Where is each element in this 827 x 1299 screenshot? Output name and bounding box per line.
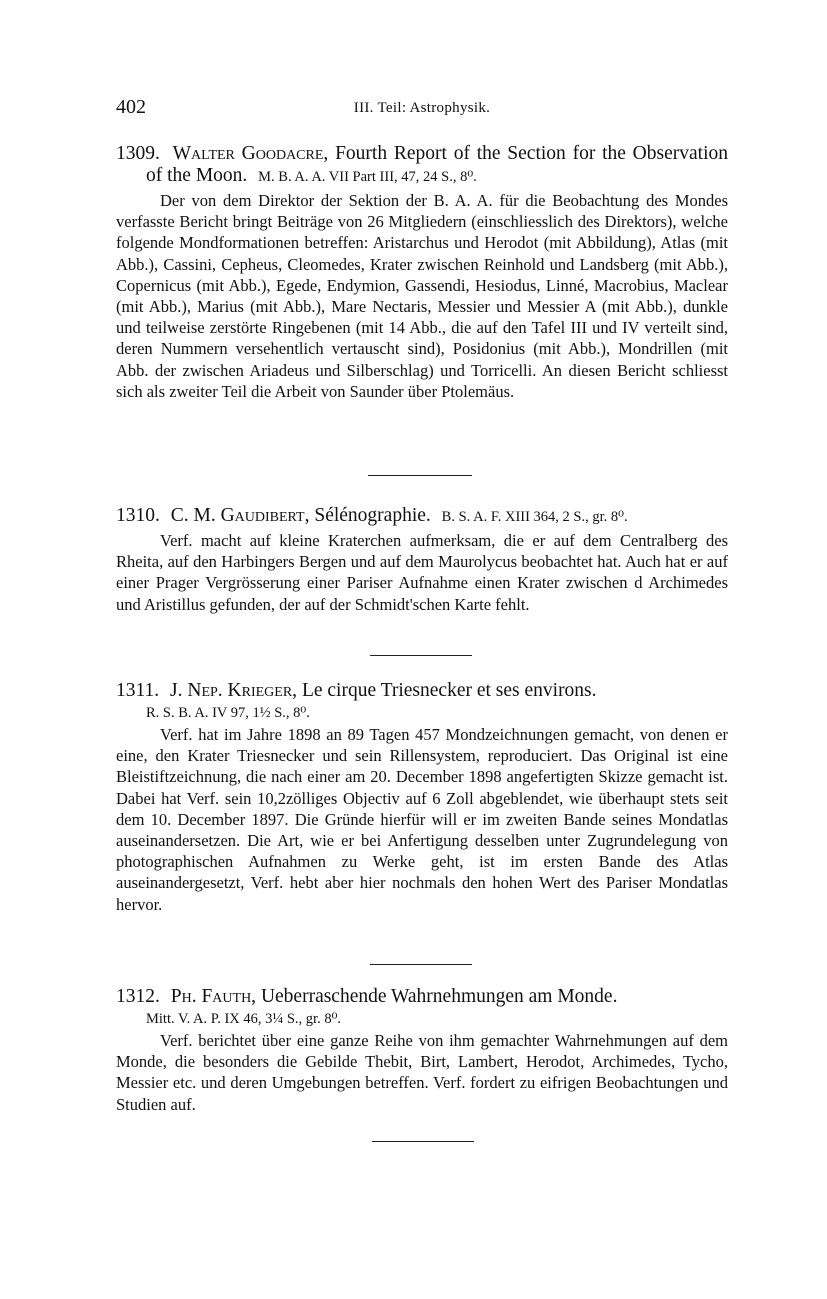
section-divider <box>368 475 472 476</box>
entry-heading <box>116 680 728 702</box>
section-divider <box>370 964 472 965</box>
entry-heading <box>116 143 728 188</box>
entry-citation: B. S. A. F. XIII 364, 2 S., gr. 8⁰. <box>441 509 628 525</box>
entry-citation: M. B. A. A. VII Part III, 47, 24 S., 8⁰. <box>258 169 477 185</box>
section-divider <box>370 655 472 656</box>
entry-author: C. M. Gaudibert, <box>170 505 310 526</box>
entry-number: 1312. <box>116 986 160 1007</box>
running-head <box>116 96 728 124</box>
entry-1311 <box>116 680 728 915</box>
entry-heading <box>116 986 728 1008</box>
entry-title: Fourth Report of the Section for the Observation of the Moon. <box>146 143 728 186</box>
page-number: 402 <box>116 96 146 118</box>
entry-author: J. Nep. Krieger, <box>170 680 298 701</box>
entry-body: Verf. hat im Jahre 1898 an 89 Tagen 457 Mondzeichnungen gemacht, von denen er eine, den Krater Triesnecker und sein Rillensystem, reproduciert. Das Original ist eine Bleistiftzeichnung, die nach einer am 20. December 1898 angefertigten Skizze gemacht ist. Dabei hat Verf. sein 10,2zölliges Objectiv auf 6 Zoll abgeblendet, wie überhaupt stets seit dem 10. December 1897. Die Gründe hierfür will er im zweiten Bande seines Mondatlas auseinandersetzen. Die Art, wie er bei Anfertigung desselben unter Zugrundelegung von photographischen Aufnahmen zu Werke geht, ist im ersten Bande des Atlas auseinandergesetzt, Verf. hebt aber hier nochmals den hohen Wert des Pariser Mondatlas hervor. <box>116 725 728 914</box>
entry-1309 <box>116 143 728 402</box>
section-divider <box>372 1141 474 1142</box>
entry-body: Verf. macht auf kleine Kraterchen aufmerksam, die er auf dem Centralberg des Rheita, auf den Harbingers Bergen und auf dem Maurolycus beobachtet hat. Auch hat er auf einer Prager Vergrösserung einer Pariser Aufnahme einen Krater zwischen d Archimedes und Aristillus gefunden, der auf der Schmidt'schen Karte fehlt. <box>116 531 728 614</box>
entry-title: Ueberraschende Wahrnehmungen am Monde. <box>260 986 618 1007</box>
entry-number: 1309. <box>116 143 160 164</box>
entry-body: Verf. berichtet über eine ganze Reihe von ihm gemachter Wahrnehmungen auf dem Monde, die besonders die Gebilde Thebit, Birt, Lambert, Herodot, Archimedes, Tycho, Messier etc. und deren Umgebungen betreffen. Verf. fordert zu eifrigen Beobachtungen und Studien auf. <box>116 1031 728 1114</box>
entry-citation: Mitt. V. A. P. IX 46, 3¼ S., gr. 8⁰. <box>146 1011 342 1027</box>
entry-number: 1310. <box>116 505 160 526</box>
entry-author: Walter Goodacre, <box>172 143 329 164</box>
running-title: III. Teil: Astrophysik. <box>353 100 491 116</box>
entry-heading <box>116 505 728 528</box>
entry-1312 <box>116 986 728 1115</box>
entry-body: Der von dem Direktor der Sektion der B. A. A. für die Beobachtung des Mondes verfasste Bericht bringt Beiträge von 26 Mitgliedern (einschliesslich des Direktors), welche folgende Mondformationen betreffen: Aristarchus und Herodot (mit Abbildung), Atlas (mit Abb.), Cassini, Cepheus, Cleomedes, Krater zwischen Reinhold und Landsberg (mit Abb.), Copernicus (mit Abb.), Egede, Endymion, Gassendi, Hesiodus, Linné, Macrobius, Maclear (mit Abb.), Marius (mit Abb.), Mare Nectaris, Messier und Messier A (mit Abb.), dunkle und teilweise zerstörte Ringebenen (mit 14 Abb., die auf den Tafel III und IV verteilt sind, deren Nummern versehentlich vertauscht sind), Posidonius (mit Abb.), Mondrillen (mit Abb. der zwischen Ariadeus und Silberschlag) und Torricelli. An diesen Bericht schliesst sich als zweiter Teil die Arbeit von Saunder über Ptolemäus. <box>116 191 728 401</box>
entry-number: 1311. <box>116 680 160 701</box>
entry-title: Le cirque Triesnecker et ses environs. <box>301 680 597 701</box>
entry-citation: R. S. B. A. IV 97, 1½ S., 8⁰. <box>146 705 310 721</box>
entry-1310 <box>116 505 728 615</box>
entry-author: Ph. Fauth, <box>170 986 257 1007</box>
entry-title: Sélénographie. <box>314 505 431 526</box>
